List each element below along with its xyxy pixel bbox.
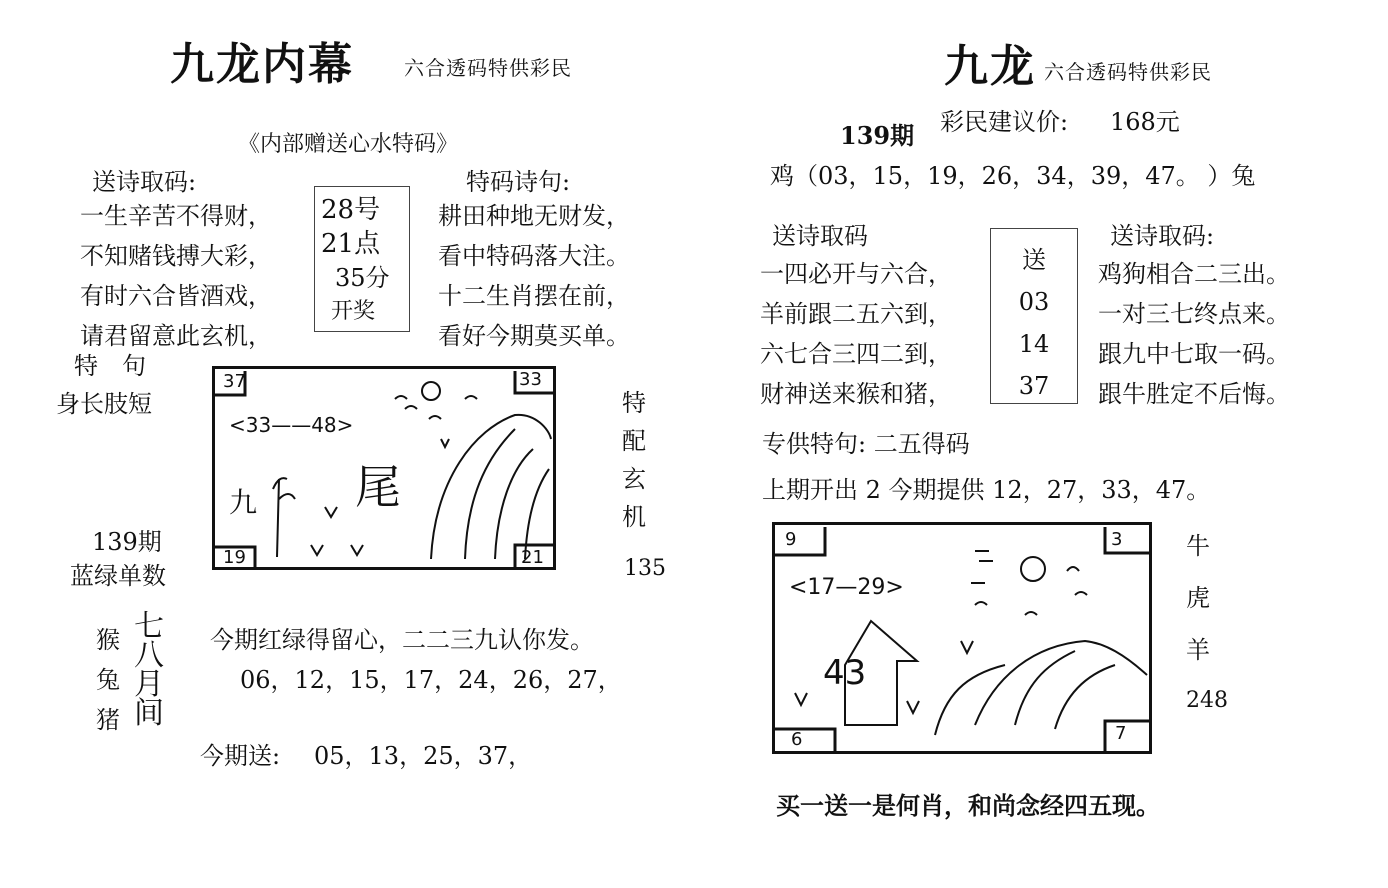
right-poem-left bbox=[760, 254, 952, 414]
vertical-char: 牛 bbox=[1186, 532, 1210, 560]
poem-line: 十二生肖摆在前， bbox=[438, 282, 630, 310]
vertical-char: 八 bbox=[134, 638, 164, 673]
poem-line: 有时六合皆酒戏， bbox=[80, 282, 272, 310]
corner-mark bbox=[775, 527, 825, 555]
hill-stripes bbox=[1015, 651, 1115, 729]
left-poem-right-header: 特码诗句: bbox=[466, 168, 571, 196]
right-picture-frame bbox=[772, 522, 1152, 754]
chicken-line: 鸡（03，15，19，26，34，39，47。 ）兔 bbox=[770, 162, 1256, 190]
corner-number: 6 bbox=[791, 729, 803, 750]
poem-line: 不知赌钱搏大彩， bbox=[80, 242, 272, 270]
left-gift-line: 《内部赠送心水特码》 bbox=[238, 132, 459, 157]
sketch-number: 43 bbox=[823, 653, 867, 693]
right-poem-right bbox=[1098, 254, 1290, 414]
right-issue: 139期 bbox=[840, 121, 915, 150]
plant-sketch bbox=[273, 478, 295, 557]
price-value: 168元 bbox=[1110, 108, 1180, 136]
right-title: 九龙 bbox=[944, 41, 1036, 92]
poem-line: 耕田种地无财发， bbox=[438, 202, 630, 230]
corner-number: 9 bbox=[785, 529, 797, 550]
vertical-char: 玄 bbox=[622, 465, 646, 493]
right-poem-left-header: 送诗取码 bbox=[772, 222, 868, 250]
poem-line: 请君留意此玄机， bbox=[80, 322, 272, 350]
poem-line: 财神送来猴和猪， bbox=[760, 380, 952, 408]
poem-line: 羊前跟二五六到， bbox=[760, 300, 952, 328]
vertical-char: 猪 bbox=[96, 706, 120, 734]
corner-number: 19 bbox=[223, 547, 246, 568]
corner-number: 33 bbox=[519, 369, 542, 390]
corner-mark bbox=[1105, 721, 1149, 751]
send-label: 今期送: bbox=[200, 742, 281, 770]
last-draw-line: 上期开出 2 今期提供 12，27，33，47。 bbox=[762, 476, 1211, 504]
send-box-number: 37 bbox=[1018, 372, 1050, 400]
zodiac-vertical bbox=[96, 620, 120, 740]
right-side-number: 248 bbox=[1186, 688, 1228, 713]
corner-number: 3 bbox=[1111, 529, 1123, 550]
vertical-char: 配 bbox=[622, 427, 646, 455]
hill-outline bbox=[431, 415, 551, 559]
vertical-char: 特 bbox=[622, 389, 646, 417]
corner-mark bbox=[775, 729, 835, 751]
left-subtitle: 六合透码特供彩民 bbox=[404, 56, 572, 80]
right-side-vertical bbox=[1186, 520, 1210, 676]
right-sketch bbox=[775, 525, 1149, 751]
draw-hour: 21点 bbox=[321, 229, 381, 259]
left-side-vertical bbox=[622, 384, 646, 536]
special-phrase: 身长肢短 bbox=[56, 390, 152, 418]
cloud-strokes bbox=[971, 551, 1087, 615]
month-vertical bbox=[134, 609, 164, 731]
special-line: 专供特句: 二五得码 bbox=[762, 430, 970, 458]
left-issue: 139期 bbox=[92, 528, 162, 556]
left-title: 九龙内幕 bbox=[170, 39, 354, 90]
poem-line: 一四必开与六合， bbox=[760, 260, 952, 288]
send-box-number: 03 bbox=[1018, 288, 1050, 316]
corner-number: 21 bbox=[521, 547, 544, 568]
poem-line: 一生辛苦不得财， bbox=[80, 202, 272, 230]
grass-strokes bbox=[795, 641, 973, 713]
vertical-char: 月 bbox=[134, 667, 164, 702]
poem-line: 鸡狗相合二三出。 bbox=[1098, 260, 1290, 288]
sketch-char: 九 bbox=[229, 486, 258, 519]
number-range: <17—29> bbox=[789, 575, 904, 600]
draw-open: 开奖 bbox=[331, 299, 376, 324]
corner-number: 7 bbox=[1115, 723, 1127, 744]
left-picture-frame bbox=[212, 366, 556, 570]
left-poem-left bbox=[80, 196, 272, 356]
special-label: 特 句 bbox=[74, 352, 146, 380]
vertical-char: 机 bbox=[622, 503, 646, 531]
poem-line: 六七合三四二到， bbox=[760, 340, 952, 368]
corner-number: 37 bbox=[223, 371, 246, 392]
poem-line: 跟牛胜定不后悔。 bbox=[1098, 380, 1290, 408]
poem-line: 看好今期莫买单。 bbox=[438, 322, 630, 350]
sun-icon bbox=[422, 382, 440, 400]
send-number-box bbox=[990, 228, 1078, 404]
bottom-line: 买一送一是何肖，和尚念经四五现。 bbox=[776, 791, 1160, 820]
poem-line: 一对三七终点来。 bbox=[1098, 300, 1290, 328]
vertical-char: 羊 bbox=[1186, 636, 1210, 664]
color-hint: 蓝绿单数 bbox=[70, 562, 166, 590]
left-poem-right bbox=[438, 196, 630, 356]
send-box-label: 送 bbox=[1022, 246, 1046, 274]
vertical-char: 七 bbox=[134, 609, 164, 644]
vertical-char: 间 bbox=[134, 696, 164, 731]
left-poem-left-header: 送诗取码: bbox=[92, 168, 197, 196]
vertical-char: 兔 bbox=[96, 666, 120, 694]
draw-minute: 35分 bbox=[335, 264, 390, 292]
red-green-line: 今期红绿得留心，二二三九认你发。 bbox=[210, 626, 594, 654]
draw-time-box bbox=[314, 186, 410, 332]
sun-icon bbox=[1021, 557, 1045, 581]
hill-stripes bbox=[465, 429, 549, 559]
right-subtitle: 六合透码特供彩民 bbox=[1044, 60, 1212, 84]
send-numbers: 05，13，25，37， bbox=[314, 742, 533, 770]
sketch-char: 尾 bbox=[355, 460, 401, 514]
right-poem-right-header: 送诗取码: bbox=[1110, 222, 1215, 250]
poem-line: 跟九中七取一码。 bbox=[1098, 340, 1290, 368]
draw-day: 28号 bbox=[321, 195, 381, 225]
numbers-line: 06，12，15，17，24，26，27， bbox=[240, 666, 622, 694]
price-label: 彩民建议价: bbox=[940, 108, 1069, 136]
vertical-char: 虎 bbox=[1186, 584, 1210, 612]
send-box-number: 14 bbox=[1018, 330, 1050, 358]
poem-line: 看中特码落大注。 bbox=[438, 242, 630, 270]
left-side-number: 135 bbox=[624, 556, 666, 581]
number-range: <33——48> bbox=[229, 413, 354, 437]
vertical-char: 猴 bbox=[96, 626, 120, 654]
